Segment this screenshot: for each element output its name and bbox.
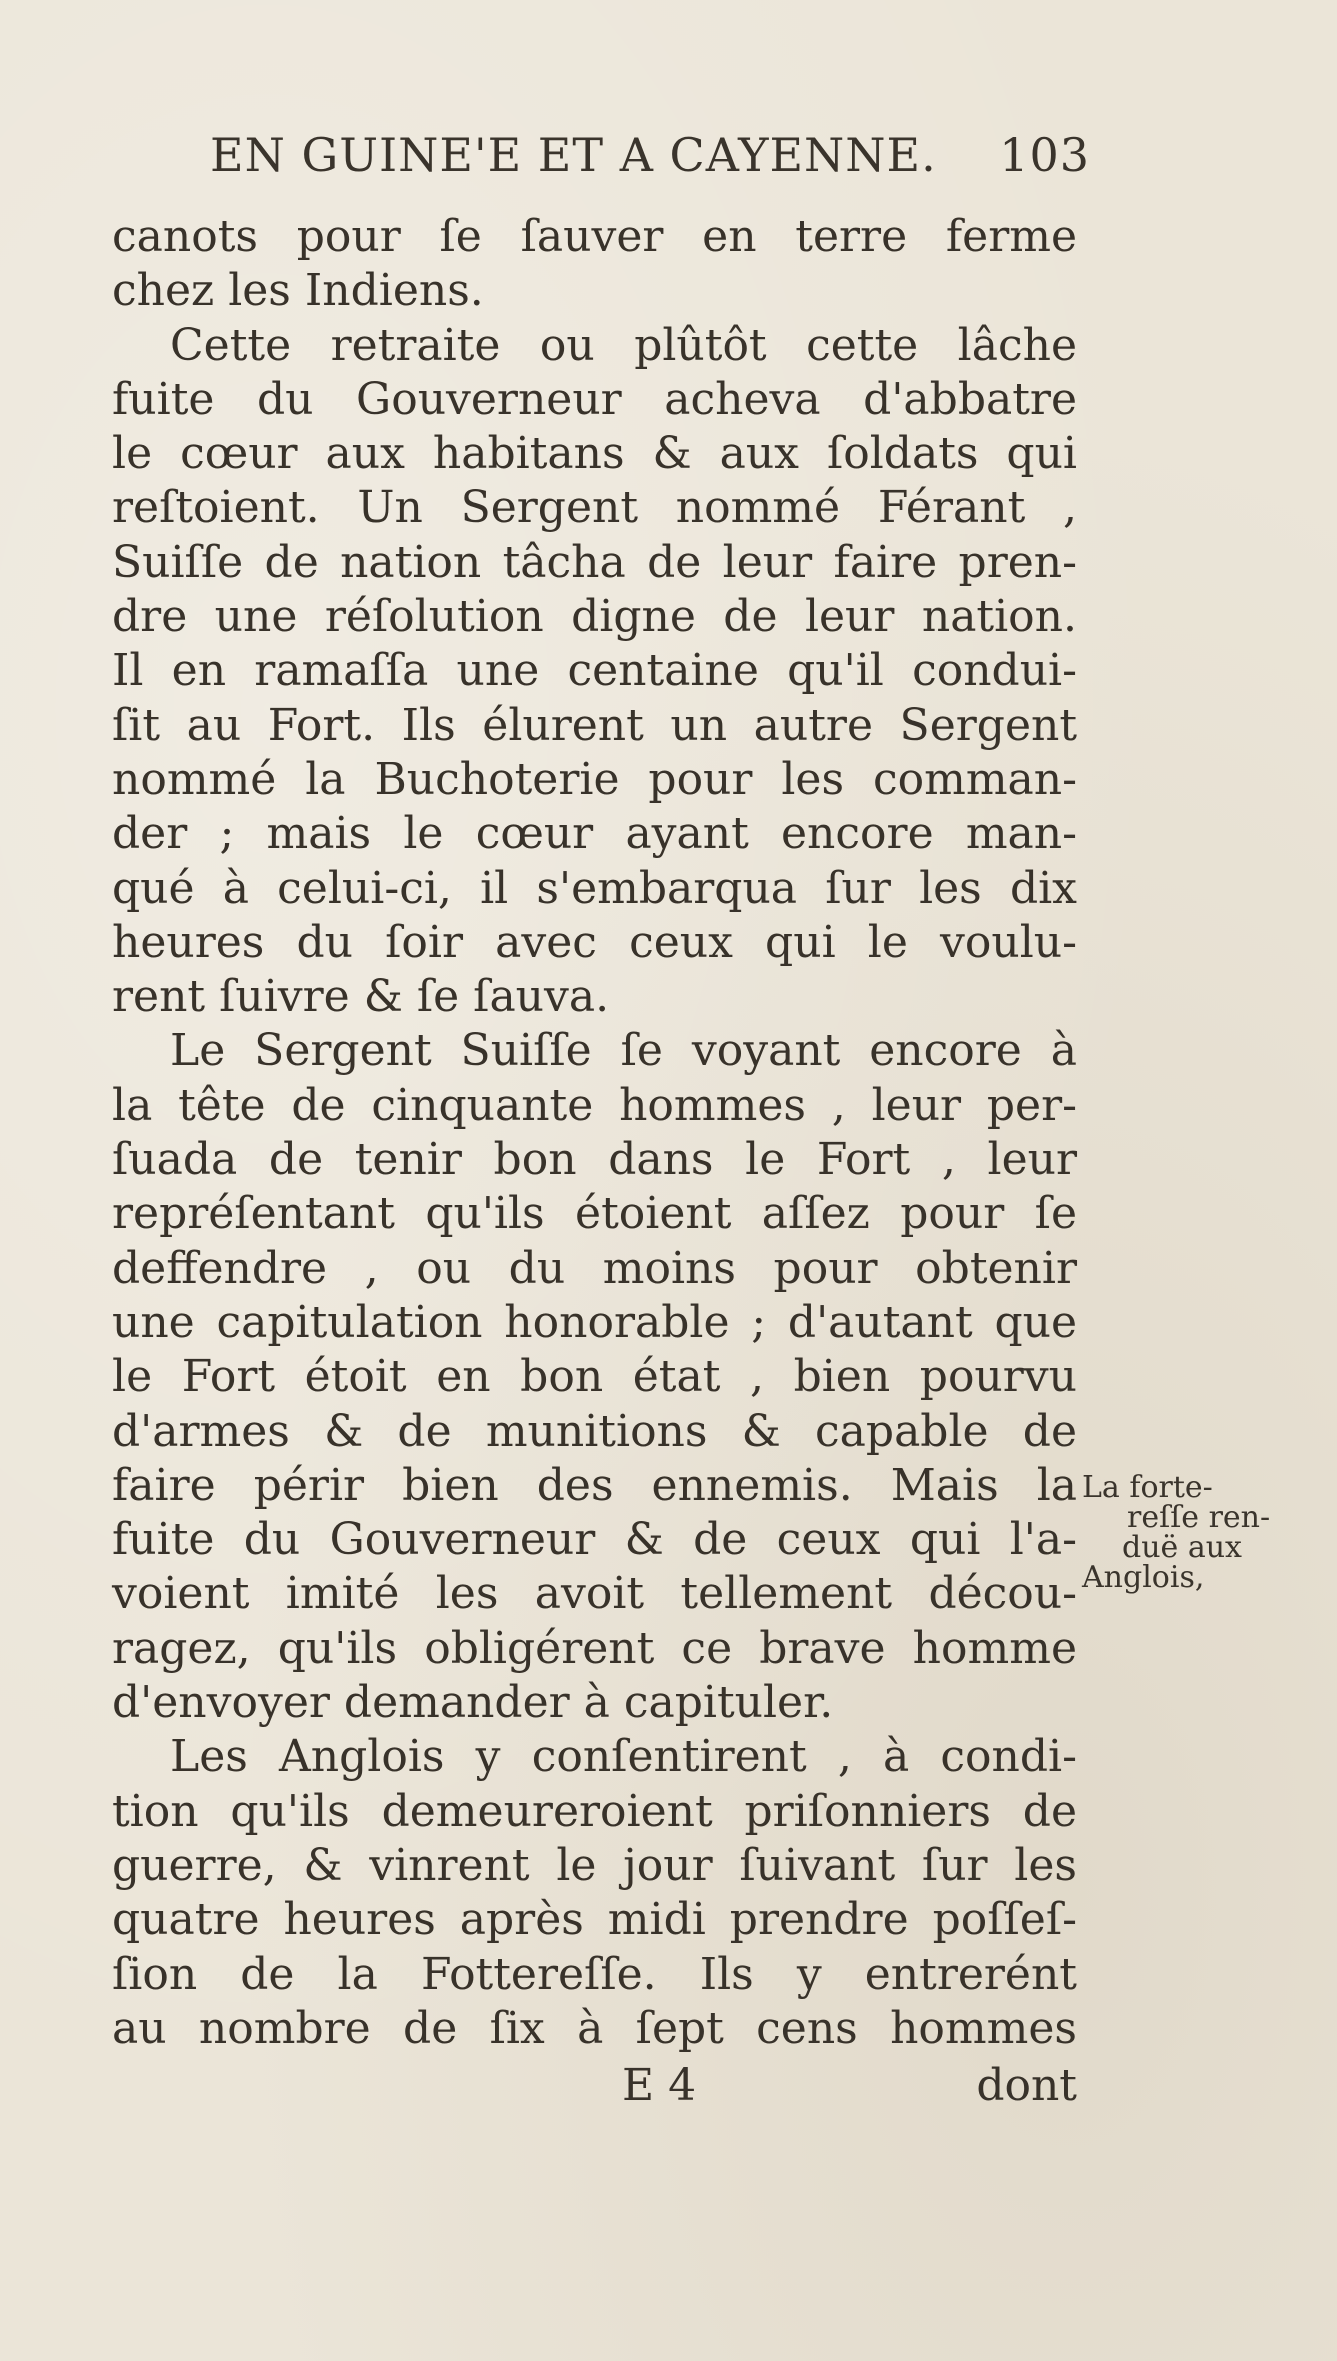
text-line: d'envoyer demander à capituler. (112, 1677, 834, 1729)
text-line: reſtoient. Un Sergent nommé Férant , (112, 482, 1077, 534)
text-line: le cœur aux habitans & aux ſoldats qui (112, 428, 1077, 480)
text-line: le Fort étoit en bon état , bien pourvu (112, 1351, 1077, 1403)
text-line: ſion de la Fottereſſe. Ils y entrerént (112, 1948, 1077, 2000)
marginal-note-line: La forte- (1082, 1470, 1213, 1505)
text-line: repréſentant qu'ils étoient aſſez pour ſe (112, 1188, 1077, 1240)
text-line: ragez, qu'ils obligérent ce brave homme (112, 1622, 1077, 1674)
main-text-block (112, 210, 1077, 2056)
page-footer (112, 2060, 1077, 2120)
text-line: ſuada de tenir bon dans le Fort , leur (112, 1134, 1077, 1186)
text-line: canots pour ſe ſauver en terre ferme (112, 211, 1077, 262)
text-line: fuite du Gouverneur acheva d'abbatre (112, 373, 1077, 425)
text-line: guerre, & vinrent le jour ſuivant ſur les (112, 1839, 1077, 1891)
signature-mark: E 4 (622, 2060, 697, 2111)
paragraph-start-line: Cette retraite ou plûtôt cette lâche (170, 319, 1077, 371)
running-header (210, 128, 1090, 188)
text-line: chez les Indiens. (112, 265, 484, 317)
text-line: deffendre , ou du moins pour obtenir (112, 1242, 1077, 1294)
text-line: tion qu'ils demeureroient priſonniers de (112, 1785, 1077, 1837)
text-line: Il en ramaſſa une centaine qu'il condui- (112, 645, 1077, 697)
text-line: voient imité les avoit tellement décou- (112, 1568, 1077, 1620)
text-line: quatre heures après midi prendre poſſeſ- (112, 1894, 1077, 1946)
page-number: 103 (999, 128, 1090, 182)
text-line: rent ſuivre & ſe ſauva. (112, 971, 610, 1023)
paragraph-start-line: Le Sergent Suiſſe ſe voyant encore à (170, 1025, 1077, 1077)
text-line: heures du ſoir avec ceux qui le voulu- (112, 916, 1077, 968)
text-line: d'armes & de munitions & capable de (112, 1405, 1077, 1457)
paragraph-start-line: Les Anglois y conſentirent , à condi- (170, 1731, 1077, 1783)
text-line: la tête de cinquante hommes , leur per- (112, 1079, 1077, 1131)
marginal-note (1082, 1470, 1271, 1595)
text-line: qué à celui-ci, il s'embarqua ſur les dix (112, 862, 1077, 914)
running-title: EN GUINE'E ET A CAYENNE. (210, 128, 937, 182)
text-line: fuite du Gouverneur & de ceux qui l'a- (112, 1514, 1077, 1566)
text-line: ſit au Fort. Ils élurent un autre Sergent (112, 699, 1077, 751)
marginal-note-line: Anglois, (1082, 1560, 1205, 1595)
text-line: Suiſſe de nation tâcha de leur faire pren- (112, 536, 1077, 588)
marginal-note-line: reſſe ren- (1127, 1500, 1271, 1535)
text-line: der ; mais le cœur ayant encore man- (112, 808, 1077, 860)
text-line: dre une réſolution digne de leur nation. (112, 591, 1077, 643)
text-line: une capitulation honorable ; d'autant que (112, 1296, 1077, 1348)
catchword: dont (976, 2060, 1077, 2111)
text-line: au nombre de ſix à ſept cens hommes (112, 2002, 1077, 2054)
marginal-note-line: duë aux (1122, 1530, 1242, 1565)
text-line: nommé la Buchoterie pour les comman- (112, 753, 1077, 805)
text-line: faire périr bien des ennemis. Mais la (112, 1459, 1077, 1511)
